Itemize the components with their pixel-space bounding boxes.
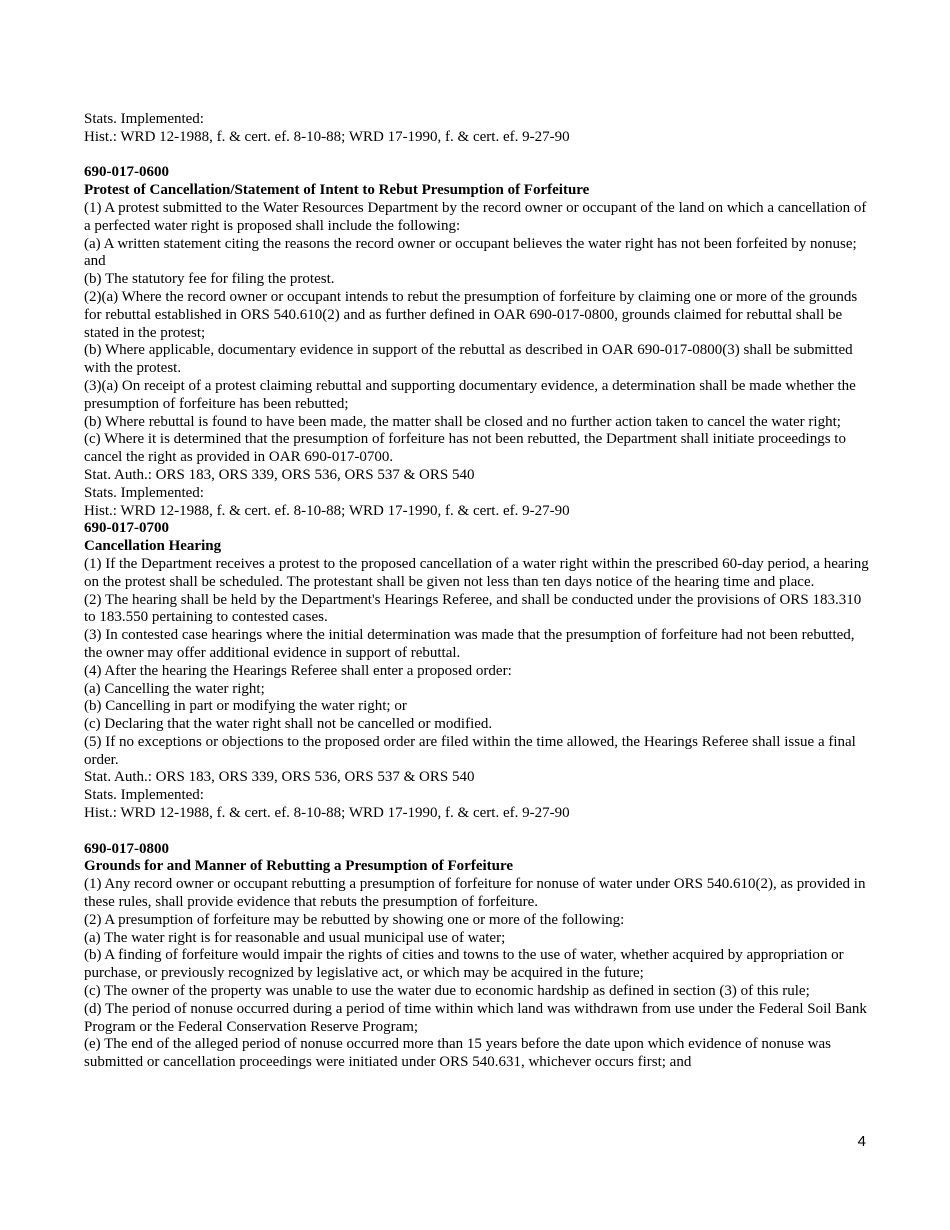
history-line: Hist.: WRD 12-1988, f. & cert. ef. 8-10-88; WRD 17-1990, f. & cert. ef. 9-27-90 xyxy=(84,805,570,822)
paragraph: (2) The hearing shall be held by the Department's Hearings Referee, and shall be conducted under the provisions of ORS 183.310 to 183.550 pertaining to contested cases. xyxy=(84,591,862,626)
paragraph: (1) Any record owner or occupant rebutting a presumption of forfeiture for nonuse of water under ORS 540.610(2), as provided in these rules, shall provide evidence that rebuts the presumption of forfeiture. xyxy=(84,876,866,911)
section-title: Cancellation Hearing xyxy=(84,538,222,555)
stats-implemented-line: Stats. Implemented: xyxy=(84,787,204,804)
paragraph: (a) Cancelling the water right; xyxy=(84,680,265,697)
section-title: Protest of Cancellation/Statement of Intent to Rebut Presumption of Forfeiture xyxy=(84,182,590,199)
history-line: Hist.: WRD 12-1988, f. & cert. ef. 8-10-88; WRD 17-1990, f. & cert. ef. 9-27-90 xyxy=(84,128,570,145)
section-number: 690-017-0600 xyxy=(84,164,169,181)
paragraph: (e) The end of the alleged period of nonuse occurred more than 15 years before the date upon which evidence of nonuse was submitted or cancellation proceedings were initiated under ORS 540.631, whichever occurs first; and xyxy=(84,1036,831,1071)
paragraph: (a) A written statement citing the reasons the record owner or occupant believes the water right has not been forfeited by nonuse; and xyxy=(84,235,857,270)
page-number: 4 xyxy=(857,1133,866,1150)
spacer xyxy=(84,147,874,165)
paragraph: (b) The statutory fee for filing the protest. xyxy=(84,271,335,288)
paragraph: (3) In contested case hearings where the initial determination was made that the presumption of forfeiture had not been rebutted, the owner may offer additional evidence in support of rebuttal. xyxy=(84,627,855,661)
paragraph: (3)(a) On receipt of a protest claiming rebuttal and supporting documentary evidence, a determination shall be made whether the presumption of forfeiture has been rebutted; xyxy=(84,377,856,412)
paragraph: (b) Cancelling in part or modifying the water right; or xyxy=(84,698,407,715)
stats-implemented-line: Stats. Implemented: xyxy=(84,111,204,127)
paragraph: (1) If the Department receives a protest to the proposed cancellation of a water right within the prescribed 60-day period, a hearing on the protest shall be scheduled. The protestant shall be given not less than ten days notice of the hearing time and place. xyxy=(84,555,869,590)
stat-auth-line: Stat. Auth.: ORS 183, ORS 339, ORS 536, ORS 537 & ORS 540 xyxy=(84,769,475,786)
paragraph: (c) Declaring that the water right shall not be cancelled or modified. xyxy=(84,716,493,733)
section-number: 690-017-0700 xyxy=(84,520,169,537)
spacer xyxy=(84,823,874,841)
paragraph: (c) Where it is determined that the presumption of forfeiture has not been rebutted, the Department shall initiate proceedings to cancel the right as provided in OAR 690-017-0700. xyxy=(84,431,846,466)
paragraph: (d) The period of nonuse occurred during a period of time within which land was withdrawn from use under the Federal Soil Bank Program or the Federal Conservation Reserve Program; xyxy=(84,1000,867,1035)
paragraph: (1) A protest submitted to the Water Resources Department by the record owner or occupant of the land on which a cancellation of a perfected water right is proposed shall include the following: xyxy=(84,199,867,234)
paragraph: (b) A finding of forfeiture would impair the rights of cities and towns to the use of water, whether acquired by appropriation or purchase, or previously recognized by legislative act, or which may be acquired in the future; xyxy=(84,947,844,982)
document-body xyxy=(84,111,874,1072)
paragraph: (b) Where rebuttal is found to have been made, the matter shall be closed and no further action taken to cancel the water right; xyxy=(84,413,841,430)
paragraph: (2) A presumption of forfeiture may be rebutted by showing one or more of the following: xyxy=(84,911,625,928)
stats-implemented-line: Stats. Implemented: xyxy=(84,484,204,501)
paragraph: (a) The water right is for reasonable and usual municipal use of water; xyxy=(84,929,506,946)
paragraph: (4) After the hearing the Hearings Referee shall enter a proposed order: xyxy=(84,662,512,679)
history-line: Hist.: WRD 12-1988, f. & cert. ef. 8-10-88; WRD 17-1990, f. & cert. ef. 9-27-90 xyxy=(84,502,570,519)
stat-auth-line: Stat. Auth.: ORS 183, ORS 339, ORS 536, ORS 537 & ORS 540 xyxy=(84,466,475,483)
section-title: Grounds for and Manner of Rebutting a Presumption of Forfeiture xyxy=(84,858,514,875)
paragraph: (b) Where applicable, documentary evidence in support of the rebuttal as described in OAR 690-017-0800(3) shall be submitted with the protest. xyxy=(84,342,853,377)
section-number: 690-017-0800 xyxy=(84,840,169,857)
paragraph: (5) If no exceptions or objections to the proposed order are filed within the time allowed, the Hearings Referee shall issue a final order. xyxy=(84,733,856,768)
paragraph: (c) The owner of the property was unable to use the water due to economic hardship as defined in section (3) of this rule; xyxy=(84,983,810,1000)
paragraph: (2)(a) Where the record owner or occupant intends to rebut the presumption of forfeiture by claiming one or more of the grounds for rebuttal established in ORS 540.610(2) and as further defined in OAR 690-017-0800, grounds claimed for rebuttal shall be stated in the protest; xyxy=(84,288,858,341)
